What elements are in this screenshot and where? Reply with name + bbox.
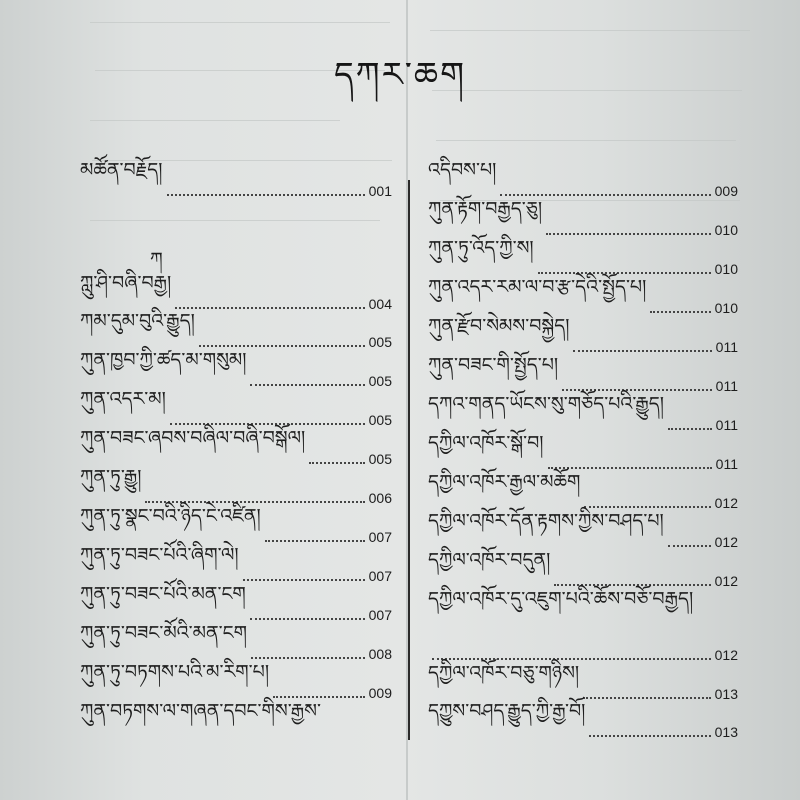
- toc-entry-title: ཀུན་ཏུ་བཟང་མོའི་མན་ངག: [80, 622, 247, 644]
- leader-dots: [175, 307, 364, 309]
- toc-entry-title: ཀུན་ཏུ་རྒྱུ།: [80, 466, 142, 488]
- toc-entry-page: 011: [715, 339, 738, 355]
- toc-entry-page: 012: [714, 534, 738, 550]
- toc-entry-title: ཀུན་བཏགས་ལ་གཞན་དབང་གིས་རྒྱས་: [80, 700, 321, 722]
- toc-entry-page: 005: [368, 334, 392, 350]
- toc-entry-page: 013: [714, 724, 738, 740]
- toc-entry-title: དཀྱུས་བཤད་རྒྱུད་ཀྱི་རྒྱ་བོ།: [428, 700, 586, 722]
- leader-dots: [250, 618, 365, 620]
- toc-entry-title: ཀུན་ཏུ་བཟང་པོའི་ཞིག་ལེ།: [80, 544, 239, 566]
- toc-entry[interactable]: [428, 588, 738, 631]
- leader-dots: [243, 579, 365, 581]
- toc-entry-title: ཀུན་རྫོབ་སེམས་བསྐྱེད།: [428, 315, 570, 337]
- toc-entry-title: དཀའ་གནད་ཡོངས་སུ་གཅོད་པའི་རྒྱུད།: [428, 393, 664, 415]
- toc-entry-title: ཀམ་དུམ་བུའི་རྒྱུད།: [80, 310, 195, 332]
- toc-entry-page: 005: [368, 451, 392, 467]
- toc-entry-title: ཀུན་བཟང་ཞབས་བཞིལ་བཞི་བསྒོལ།: [80, 427, 306, 449]
- toc-entry-title: ཀུན་ཁྱབ་ཀྱི་ཚད་མ་གསུམ།: [80, 349, 247, 371]
- leader-dots: [167, 194, 365, 196]
- toc-entry-page: 009: [368, 685, 392, 701]
- toc-entry[interactable]: [80, 159, 392, 202]
- toc-entry[interactable]: [80, 700, 392, 743]
- toc-entry-title: འདིབས་པ།: [428, 159, 497, 181]
- toc-entry-title: ཀུན་ཏུ་སྣང་བའི་ཉིད་ངེ་འཛིན།: [80, 505, 261, 527]
- leader-dots: [265, 540, 365, 542]
- page-title: དཀར་ཆག: [333, 55, 467, 95]
- toc-entry-title: དཀྱིལ་འཁོར་རྒྱལ་མཆོག: [428, 471, 581, 493]
- toc-entry-page: 005: [368, 412, 392, 428]
- toc-entry-title: ཀླུ་ཤི་བཞི་བརྒྱ།: [80, 272, 172, 294]
- toc-entry-title: ཀུན་འདར་རམ་ལ་བ་རྩ་དེའི་སྤྱོད་པ།: [428, 276, 647, 298]
- leader-dots: [309, 462, 364, 464]
- toc-entry-title: ཀུན་ཏུ་བཏགས་པའི་མ་རིག་པ།: [80, 661, 270, 683]
- column-divider: [408, 180, 410, 740]
- toc-entry-page: 012: [714, 647, 738, 663]
- toc-entry-title: ཀུན་འདར་མ།: [80, 388, 166, 410]
- leader-dots: [250, 384, 364, 386]
- toc-entry-page: 006: [368, 490, 392, 506]
- toc-entry-page: 011: [715, 417, 738, 433]
- toc-entry-page: 012: [714, 495, 738, 511]
- toc-entry-title: དཀྱིལ་འཁོར་སྒོ་བ།: [428, 432, 544, 454]
- toc-entry-title: ཀུན་ཏུ་འོད་ཀྱི་ས།: [428, 237, 534, 259]
- toc-entry-page: 001: [368, 183, 392, 199]
- section-heading-ka: ཀ: [150, 249, 163, 270]
- toc-entry-page: 009: [714, 183, 738, 199]
- toc-entry-page: 004: [368, 296, 392, 312]
- leader-dots: [546, 233, 711, 235]
- toc-entry-page: 008: [368, 646, 392, 662]
- toc-entry-page: 010: [714, 300, 738, 316]
- leader-dots: [583, 697, 710, 699]
- toc-entry-page: 013: [714, 686, 738, 702]
- toc-entry-page: 007: [368, 529, 392, 545]
- toc-entry-title: ཀུན་བཟང་གི་སྤྱོད་པ།: [428, 354, 559, 376]
- leader-dots: [573, 350, 711, 352]
- toc-entry-title: ཀུན་རྟོག་བརྒྱད་ཅུ།: [428, 198, 543, 220]
- toc-entry-page: 005: [368, 373, 392, 389]
- leader-dots: [668, 545, 711, 547]
- toc-entry-title: མཚོན་བརྗོད།: [80, 159, 163, 181]
- leader-dots: [650, 311, 710, 313]
- toc-entry-page: 007: [368, 607, 392, 623]
- toc-entry-title: དཀྱིལ་འཁོར་བཅུ་གཉིས།: [428, 662, 580, 684]
- toc-entry-page: 010: [714, 261, 738, 277]
- toc-entry[interactable]: [428, 700, 738, 743]
- toc-entry-page: 010: [714, 222, 738, 238]
- toc-entry-page: 011: [715, 378, 738, 394]
- toc-entry-title: དཀྱིལ་འཁོར་དུ་འཇུག་པའི་ཆོས་བཅོ་བརྒྱད།: [428, 588, 694, 610]
- leader-dots: [589, 735, 710, 737]
- toc-entry-title: ཀུན་ཏུ་བཟང་པོའི་མན་ངག: [80, 583, 246, 605]
- leader-dots: [668, 428, 712, 430]
- toc-entry-title: དཀྱིལ་འཁོར་དོན་རྟགས་ཀྱིས་བཤད་པ།: [428, 510, 664, 532]
- toc-entry-page: 012: [714, 573, 738, 589]
- toc-entry-title: དཀྱིལ་འཁོར་བདུན།: [428, 549, 551, 571]
- toc-entry-page: 007: [368, 568, 392, 584]
- toc-entry-page: 011: [715, 456, 738, 472]
